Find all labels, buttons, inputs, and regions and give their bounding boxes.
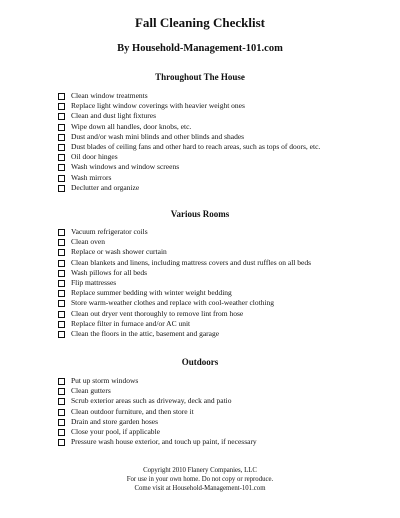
checklist-item-label: Wash windows and window screens (71, 162, 180, 172)
checkbox-icon[interactable] (58, 419, 65, 426)
checkbox-icon[interactable] (58, 260, 65, 267)
checklist-item (58, 417, 338, 427)
checklist-item-label: Replace filter in furnace and/or AC unit (71, 318, 191, 328)
checklist-item-label: Replace summer bedding with winter weight bedding (71, 288, 232, 298)
checklist-item-label: Oil door hinges (71, 152, 118, 162)
checklist-item-label: Clean gutters (71, 386, 111, 396)
checklist-item-label: Wash pillows for all beds (71, 267, 148, 277)
checklist-item (58, 132, 338, 142)
checklist-item (58, 437, 338, 447)
checkbox-icon[interactable] (58, 164, 65, 171)
checklist-item (58, 258, 338, 268)
checkbox-icon[interactable] (58, 134, 65, 141)
checklist-item-label: Close your pool, if applicable (71, 427, 160, 437)
checklist-item (58, 319, 338, 329)
checklist-item (58, 122, 338, 132)
checklist-item (58, 152, 338, 162)
checkbox-icon[interactable] (58, 239, 65, 246)
section-heading-throughout-house: Throughout The House (155, 72, 245, 82)
checklist-item (58, 162, 338, 172)
checklist-item-label: Wash mirrors (71, 172, 112, 182)
checkbox-icon[interactable] (58, 144, 65, 151)
checkbox-icon[interactable] (58, 249, 65, 256)
checkbox-icon[interactable] (58, 378, 65, 385)
checklist-item (58, 386, 338, 396)
checklist-item (58, 111, 338, 121)
checkbox-icon[interactable] (58, 321, 65, 328)
checklist-item (58, 268, 338, 278)
checklist-item-label: Flip mattresses (71, 278, 117, 288)
checklist-item (58, 237, 338, 247)
section-heading-outdoors: Outdoors (181, 357, 219, 367)
checkbox-icon[interactable] (58, 388, 65, 395)
checklist-item-label: Clean and dust light fixtures (71, 111, 156, 121)
checklist-item-label: Vacuum refrigerator coils (71, 227, 148, 236)
checklist-item-label: Pressure wash house exterior, and touch up paint, if necessary (71, 437, 257, 447)
checklist-item-label: Replace light window coverings with heavier weight ones (71, 101, 245, 111)
checkbox-icon[interactable] (58, 409, 65, 416)
checklist-item (58, 427, 338, 437)
checklist-item-label: Dust blades of ceiling fans and other hard to reach areas, such as tops of doors, etc. (71, 142, 321, 152)
checklist-item (58, 396, 338, 406)
checklist-item (58, 183, 338, 193)
checkbox-icon[interactable] (58, 113, 65, 120)
checklist-item-label: Clean the floors in the attic, basement and garage (71, 329, 220, 339)
checkbox-icon[interactable] (58, 331, 65, 338)
checklist-item-label: Wipe down all handles, door knobs, etc. (71, 121, 192, 131)
checkbox-icon[interactable] (58, 439, 65, 446)
checklist-item (58, 309, 338, 319)
checklist-item (58, 142, 338, 152)
checklist-item-label: Store warm-weather clothes and replace with cool-weather clothing (71, 298, 275, 308)
checkbox-icon[interactable] (58, 154, 65, 161)
checklist-item (58, 407, 338, 417)
checklist-item (58, 101, 338, 111)
checklist-item-label: Clean blankets and linens, including mattress covers and dust ruffles on all beds (71, 257, 312, 267)
checklist-item-label: Put up storm windows (71, 376, 139, 385)
checklist-item-label: Replace or wash shower curtain (71, 247, 167, 257)
checkbox-icon[interactable] (58, 429, 65, 436)
checklist-various-rooms (58, 227, 338, 339)
checklist-item-label: Dust and/or wash mini blinds and other blinds and shades (71, 131, 245, 141)
checkbox-icon[interactable] (58, 398, 65, 405)
page-subtitle: By Household-Management-101.com (117, 43, 283, 54)
checklist-outdoors (58, 376, 338, 447)
checkbox-icon[interactable] (58, 270, 65, 277)
checkbox-icon[interactable] (58, 290, 65, 297)
checkbox-icon[interactable] (58, 311, 65, 318)
checklist-item (58, 91, 338, 101)
checkbox-icon[interactable] (58, 93, 65, 100)
checklist-item (58, 173, 338, 183)
checklist-item (58, 227, 338, 237)
copyright-footer (0, 466, 400, 493)
checklist-item (58, 247, 338, 257)
checklist-item-label: Scrub exterior areas such as driveway, deck and patio (71, 396, 232, 406)
checklist-item (58, 298, 338, 308)
checklist-item-label: Declutter and organize (71, 182, 140, 192)
checklist-item-label: Drain and store garden hoses (71, 416, 159, 426)
checkbox-icon[interactable] (58, 103, 65, 110)
checklist-item (58, 329, 338, 339)
checklist-item-label: Clean oven (71, 237, 105, 247)
checklist-item-label: Clean window treatments (71, 91, 148, 100)
checklist-item (58, 288, 338, 298)
copyright-line: Copyright 2010 Flanery Companies, LLC (143, 467, 257, 474)
checklist-item (58, 376, 338, 386)
usage-notice: For use in your own home. Do not copy or reproduce. (126, 476, 274, 483)
section-heading-various-rooms: Various Rooms (170, 209, 230, 219)
checklist-throughout-house (58, 91, 338, 193)
checklist-item-label: Clean outdoor furniture, and then store it (71, 406, 194, 416)
checklist-item (58, 278, 338, 288)
checkbox-icon[interactable] (58, 185, 65, 192)
checkbox-icon[interactable] (58, 124, 65, 131)
checkbox-icon[interactable] (58, 229, 65, 236)
checkbox-icon[interactable] (58, 300, 65, 307)
checkbox-icon[interactable] (58, 175, 65, 182)
checkbox-icon[interactable] (58, 280, 65, 287)
page-title: Fall Cleaning Checklist (134, 15, 265, 30)
checklist-item-label: Clean out dryer vent thoroughly to remove lint from hose (71, 308, 244, 318)
site-link: Come visit at Household-Management-101.com (134, 485, 266, 492)
